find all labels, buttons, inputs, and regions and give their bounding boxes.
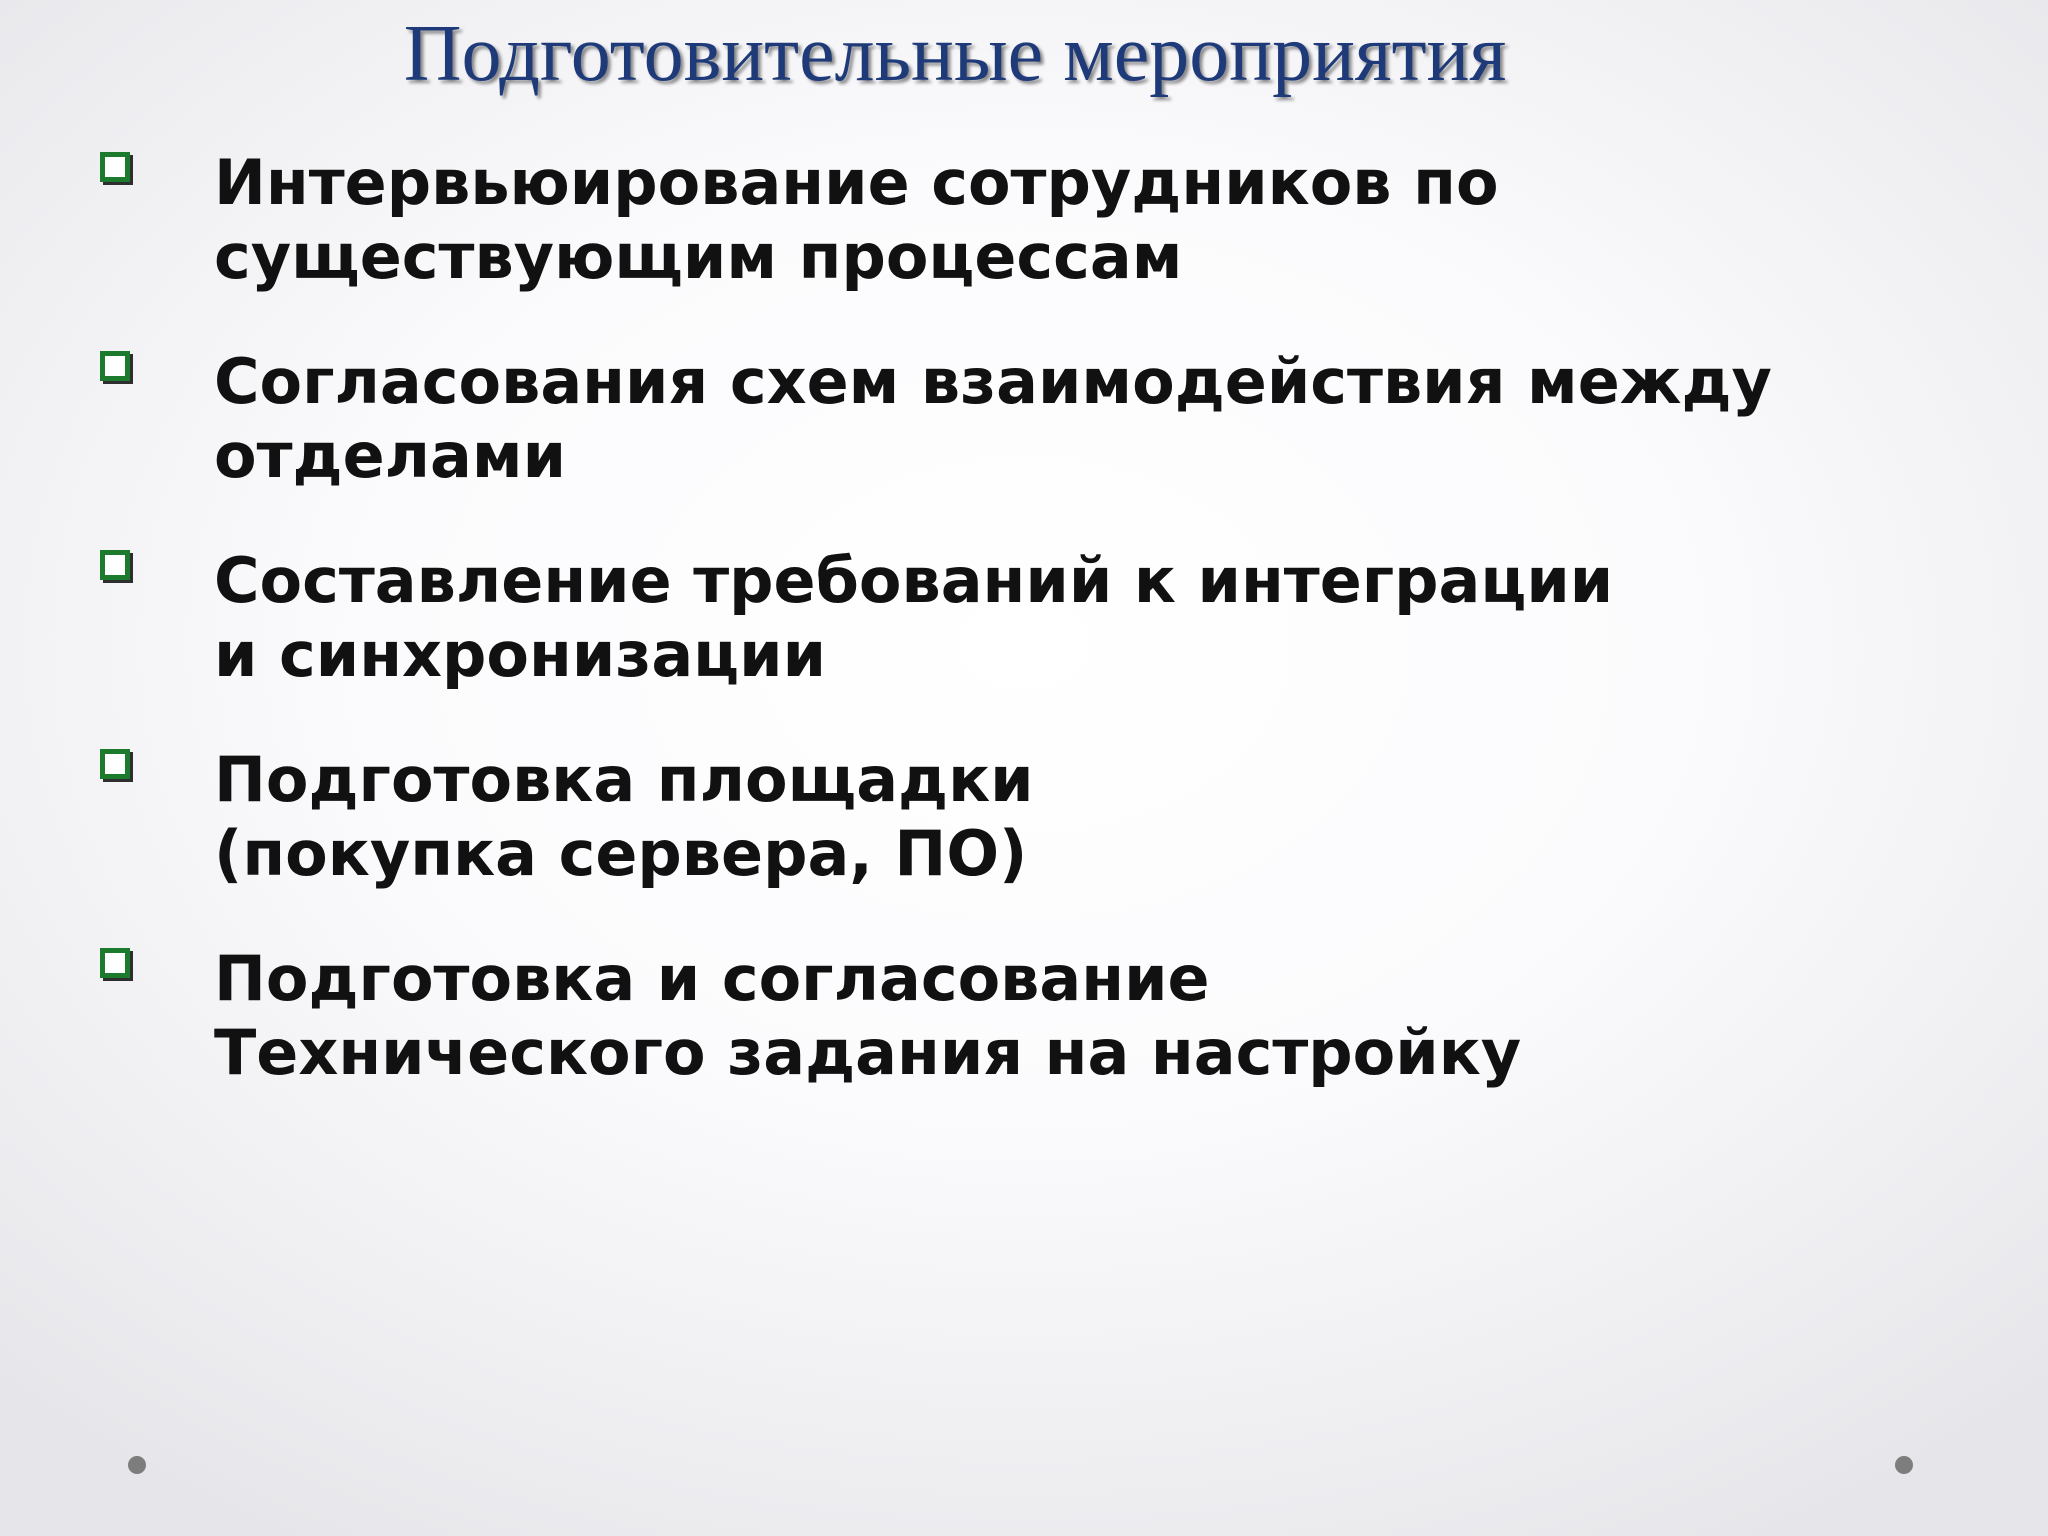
item-text: [214, 146, 1814, 294]
slide-title: Подготовительные мероприятия: [403, 10, 1507, 98]
checkbox-square-icon: [100, 550, 136, 586]
item-text-line: (покупка сервера, ПО): [214, 817, 1028, 890]
item-text-line: Составление требований к интеграции: [214, 544, 1614, 617]
item-text-line: отделами: [214, 419, 567, 492]
list-item: [0, 942, 2048, 1092]
item-text-line: Технического задания на настройку: [214, 1016, 1522, 1089]
checkbox-square-icon: [100, 749, 136, 785]
list-item: [0, 146, 2048, 296]
item-text-line: Подготовка площадки: [214, 743, 1034, 816]
item-text-line: и синхронизации: [214, 618, 827, 691]
decor-dot-right-icon: [1895, 1456, 1913, 1474]
item-text: [214, 942, 1814, 1090]
decor-dot-left-icon: [128, 1456, 146, 1474]
item-text: [214, 345, 1814, 493]
list-item: [0, 544, 2048, 694]
item-text-line: Подготовка и согласование: [214, 942, 1210, 1015]
list-item: [0, 743, 2048, 893]
list-item: [0, 345, 2048, 495]
item-text: [214, 544, 1814, 692]
checkbox-square-icon: [100, 152, 136, 188]
item-text: [214, 743, 1814, 891]
checkbox-square-icon: [100, 948, 136, 984]
item-text-line: существующим процессам: [214, 220, 1183, 293]
checkbox-square-icon: [100, 351, 136, 387]
item-text-line: Интервьюирование сотрудников по: [214, 146, 1499, 219]
item-text-line: Согласования схем взаимодействия между: [214, 345, 1772, 418]
